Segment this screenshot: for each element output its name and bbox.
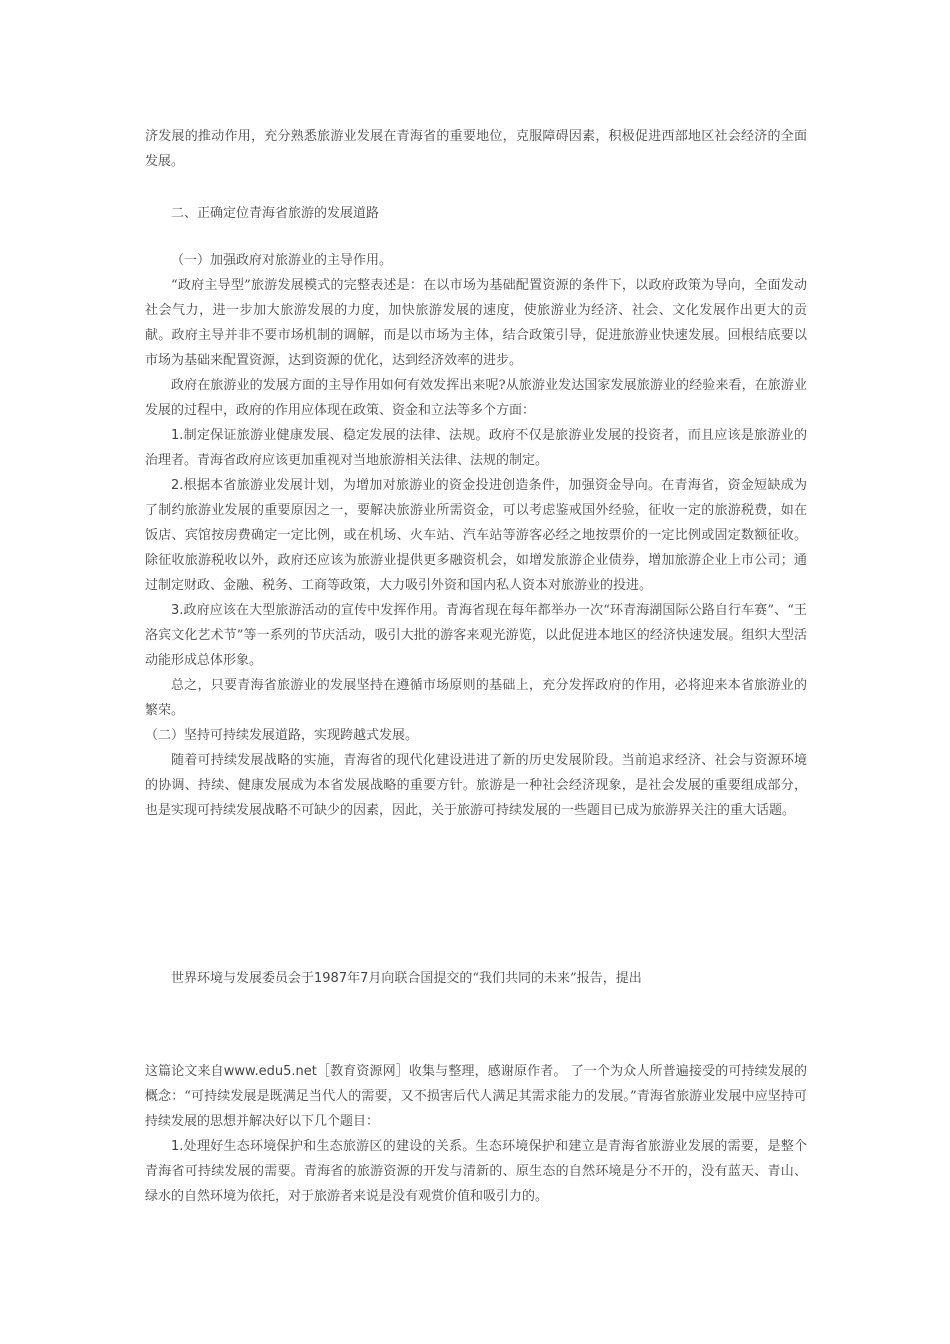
report-sentence	[145, 966, 807, 991]
paragraph	[145, 1059, 807, 1134]
list-text: 根据本省旅游业发展计划，为增加对旅游业的资金投进创造条件，加强资金导向。在青海省，资金短缺成为了制约旅游业发展的重要原因之一，要解决旅游业所需资金，可以考虑鉴戒国外经验，征收一定的旅游税费，如在饭店、宾馆按房费确定一定比例，或在机场、火车站、汽车站等游客必经之地按票价的一定比例或固定数额征收。除征收旅游税收以外，政府还应该为旅游业提供更多融资机会，如增发旅游企业债券，增加旅游企业上市公司；通过制定财政、金融、税务、工商等政策，大力吸引外资和国内私人资本对旅游业的投进。	[145, 478, 807, 593]
paragraph: 济发展的推动作用，充分熟悉旅游业发展在青海省的重要地位，克服障碍因素，积极促进西部地区社会经济的全面发展。	[145, 129, 807, 169]
list-item	[145, 423, 807, 473]
section-heading	[145, 201, 807, 226]
text-segment: 世界环境与发展委员会于	[171, 971, 315, 986]
subsection-heading: （二）坚持可持续发展道路，实现跨越式发展。	[145, 728, 419, 743]
source-url: www.edu5.net	[223, 1064, 317, 1079]
list-number: 1.	[171, 428, 184, 443]
intro-fragment	[145, 124, 807, 174]
list-item	[145, 473, 807, 598]
year-number: 1987	[314, 971, 348, 986]
closing-text-block	[145, 1059, 807, 1209]
paragraph	[145, 966, 807, 991]
list-text: 处理好生态环境保护和生态旅游区的建设的关系。生态环境保护和建立是青海省旅游业发展的需要，是整个青海省可持续发展的需要。青海省的旅游资源的开发与清新的、原生态的自然环境是分不开的，没有蓝天、青山、绿水的自然环境为依托，对于旅游者来说是没有观赏价值和吸引力的。	[145, 1139, 807, 1204]
paragraph: 随着可持续发展战略的实施，青海省的现代化建设进进了新的历史发展阶段。当前追求经济、社会与资源环境的协调、持续、健康发展成为本省发展战略的重要方针。旅游是一种社会经济现象，是社会发展的重要组成部分，也是实现可持续发展战略不可缺少的因素，因此，关于旅游可持续发展的一些题目已成为旅游界关注的重大话题。	[145, 753, 807, 818]
paragraph: “政府主导型”旅游发展模式的完整表述是：在以市场为基础配置资源的条件下，以政府政策为导向，全面发动社会气力，进一步加大旅游发展的力度，加快旅游发展的速度，使旅游业为经济、社会、文化发展作出更大的贡献。政府主导并非不要市场机制的调解，而是以市场为主体，结合政策引导，促进旅游业快速发展。回根结底要以市场为基础来配置资源，达到资源的优化，达到经济效率的进步。	[145, 278, 807, 368]
list-number: 2.	[171, 478, 184, 493]
month-number: 7	[360, 971, 369, 986]
text-segment: 月向联合国提交的“我们共同的未来”报告，提出	[368, 971, 642, 986]
list-item	[145, 598, 807, 673]
text-segment: ［教育资源网］收集与整理，感谢原作者。 了一个为众人所普遍接受的可持续发展的概念：“可持续发展是既满足当代人的需要，又不损害后代人满足其需求能力的发展。”青海省旅游业发展中应坚持可持续发展的思想并解决好以下几个题目：	[145, 1064, 807, 1129]
list-number: 3.	[171, 603, 184, 618]
list-text: 制定保证旅游业健康发展、稳定发展的法律、法规。政府不仅是旅游业发展的投资者，而且应该是旅游业的治理者。青海省政府应该更加重视对当地旅游相关法律、法规的制定。	[145, 428, 807, 468]
subsection-heading: （一）加强政府对旅游业的主导作用。	[171, 253, 393, 268]
section-heading-text: 二、正确定位青海省旅游的发展道路	[171, 206, 380, 221]
list-number: 1.	[171, 1139, 184, 1154]
text-segment: 这篇论文来自	[145, 1064, 224, 1079]
paragraph: 政府在旅游业的发展方面的主导作用如何有效发挥出来呢?从旅游业发达国家发展旅游业的经验来看，在旅游业发展的过程中，政府的作用应体现在政策、资金和立法等多个方面：	[145, 378, 807, 418]
text-segment: 年	[347, 971, 361, 986]
main-text-block	[145, 248, 807, 823]
list-text: 政府应该在大型旅游活动的宣传中发挥作用。青海省现在每年都举办一次“环青海湖国际公路自行车赛”、“王洛宾文化艺术节”等一系列的节庆活动，吸引大批的游客来观光游览，以此促进本地区的经济快速发展。组织大型活动能形成总体形象。	[145, 603, 807, 668]
list-item	[145, 1134, 807, 1209]
paragraph: 总之，只要青海省旅游业的发展坚持在遵循市场原则的基础上，充分发挥政府的作用，必将迎来本省旅游业的繁荣。	[145, 678, 807, 718]
